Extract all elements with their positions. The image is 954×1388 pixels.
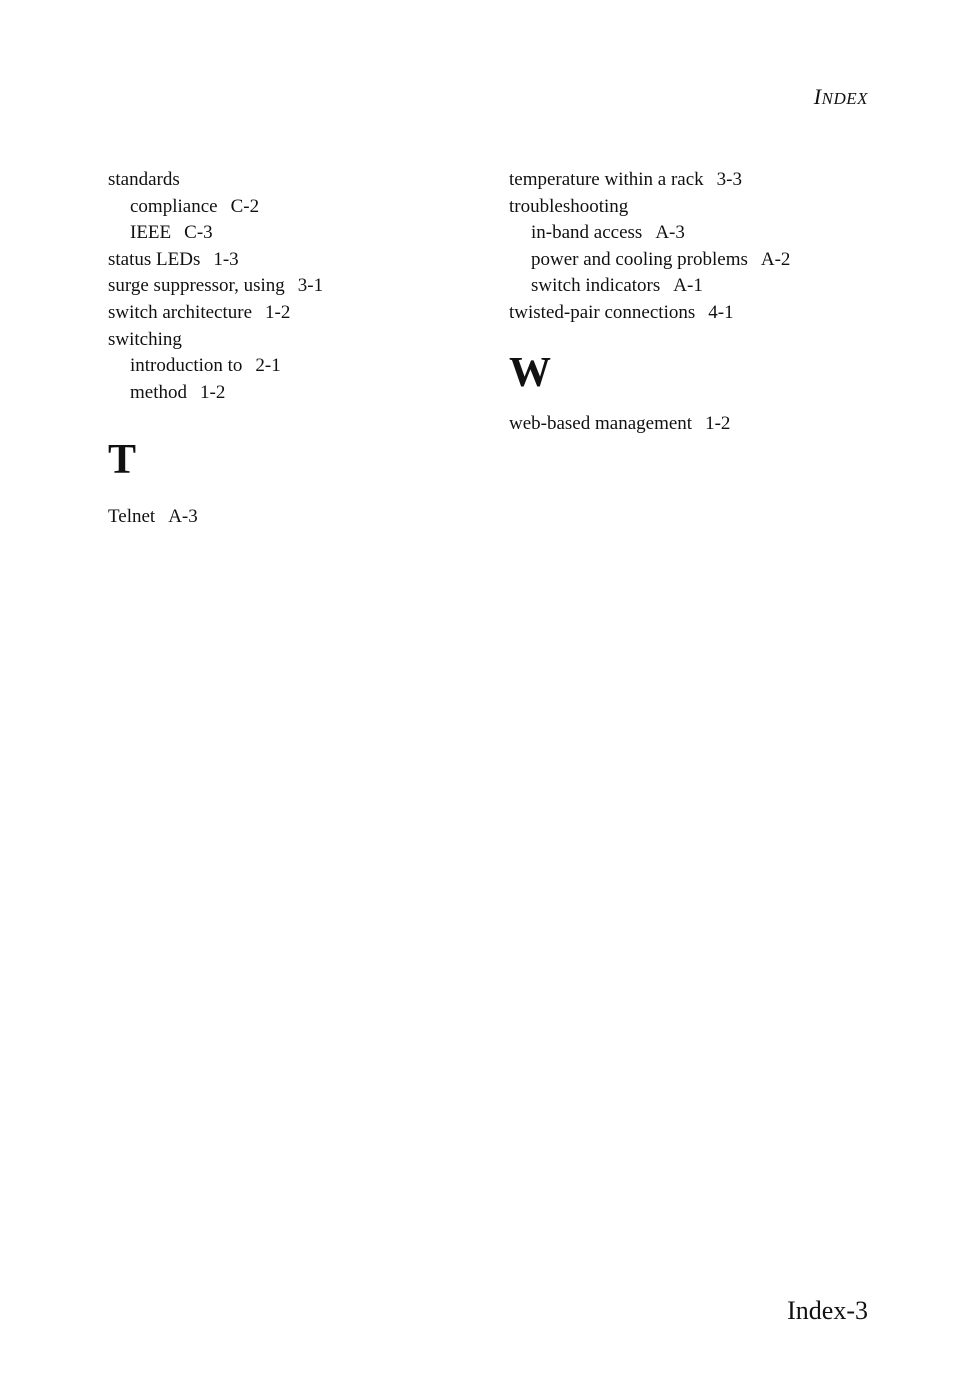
index-column-right xyxy=(509,167,889,437)
index-term: switch architecture xyxy=(108,301,253,323)
index-entry xyxy=(108,247,488,274)
index-entry xyxy=(108,327,488,354)
index-entry xyxy=(509,194,889,221)
index-page-ref: A-3 xyxy=(655,222,685,244)
index-term: introduction to xyxy=(130,355,243,377)
index-subentry xyxy=(509,273,889,300)
index-entry xyxy=(509,167,889,194)
index-term: status LEDs xyxy=(108,248,201,270)
index-term: compliance xyxy=(130,195,218,217)
entries-before-t xyxy=(108,167,488,406)
index-subentry xyxy=(108,220,488,247)
index-term: IEEE xyxy=(130,222,172,244)
page-number: Index-3 xyxy=(787,1296,868,1325)
index-subentry xyxy=(509,220,889,247)
index-page-ref: 1-3 xyxy=(213,248,239,270)
entries-t xyxy=(108,504,488,531)
index-entry xyxy=(509,411,889,438)
index-column-left xyxy=(108,167,488,531)
index-page-ref: A-3 xyxy=(168,506,198,528)
entries-before-w xyxy=(509,167,889,327)
entries-w xyxy=(509,411,889,438)
index-entry xyxy=(108,504,488,531)
index-page-ref: C-2 xyxy=(230,195,260,217)
index-term: in-band access xyxy=(531,222,643,244)
index-term: surge suppressor, using xyxy=(108,275,285,297)
running-head xyxy=(814,84,868,110)
index-subentry xyxy=(108,353,488,380)
index-subentry xyxy=(108,194,488,221)
index-subentry xyxy=(509,247,889,274)
section-letter-w: W xyxy=(509,349,551,396)
index-page-ref: C-3 xyxy=(184,222,213,244)
index-term: standards xyxy=(108,169,180,190)
index-page-ref: 2-1 xyxy=(255,355,281,377)
section-letter-t: T xyxy=(108,437,137,484)
index-page-ref: 3-1 xyxy=(297,275,324,297)
index-entry xyxy=(108,300,488,327)
index-term: power and cooling problems xyxy=(531,248,748,270)
running-head-initial: I xyxy=(813,84,822,109)
index-page-ref: 3-3 xyxy=(716,169,742,190)
index-term: Telnet xyxy=(108,506,156,528)
index-page-ref: 1-2 xyxy=(265,301,291,323)
index-term: twisted-pair connections xyxy=(509,301,696,323)
index-term: troubleshooting xyxy=(509,195,629,217)
index-term: web-based management xyxy=(509,412,693,434)
index-page-ref: 4-1 xyxy=(708,301,734,323)
index-term: switch indicators xyxy=(531,275,661,297)
index-subentry xyxy=(108,380,488,407)
running-head-rest: NDEX xyxy=(821,89,868,108)
index-entry xyxy=(509,300,889,327)
index-page-ref: A-2 xyxy=(760,248,791,270)
index-page-ref: A-1 xyxy=(673,275,703,297)
index-page-ref: 1-2 xyxy=(705,412,731,434)
index-entry xyxy=(108,273,488,300)
index-entry xyxy=(108,167,488,194)
index-term: method xyxy=(130,381,187,403)
index-page-ref: 1-2 xyxy=(200,381,226,403)
index-term: switching xyxy=(108,328,182,350)
index-term: temperature within a rack xyxy=(509,169,704,190)
